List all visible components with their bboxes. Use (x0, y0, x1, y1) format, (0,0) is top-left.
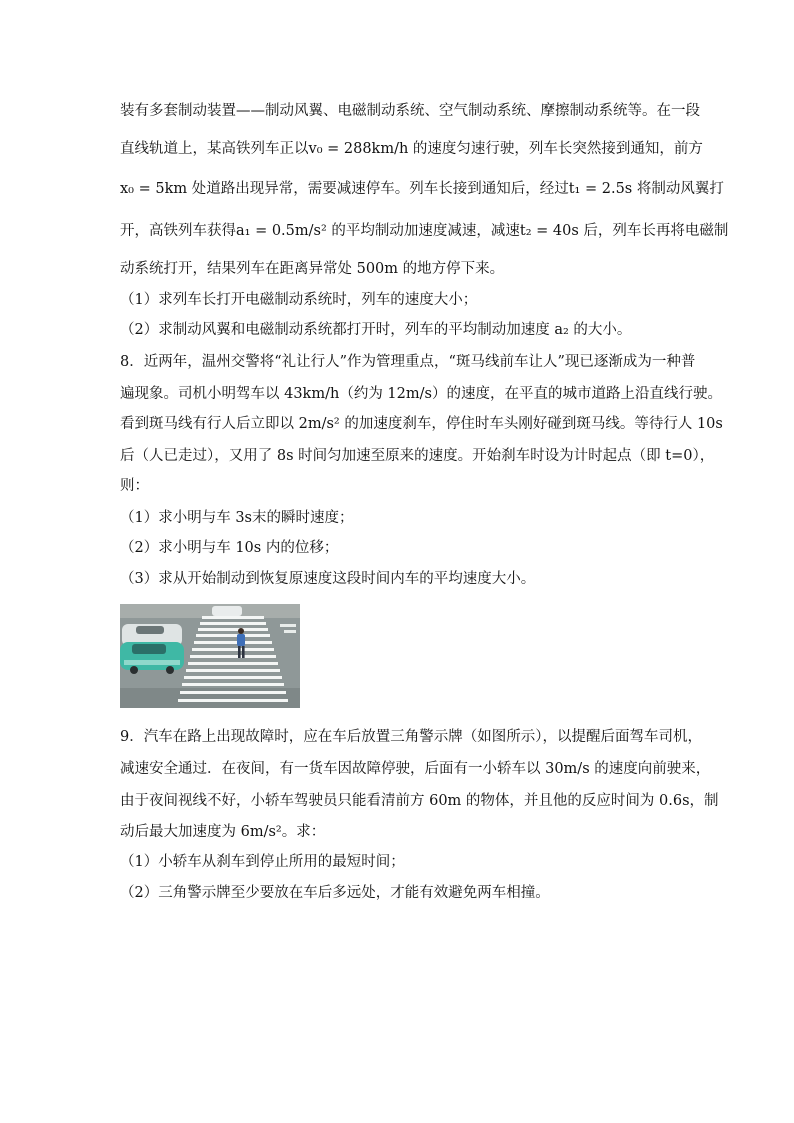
q7-line-1: 装有多套制动装置——制动风翼、电磁制动系统、空气制动系统、摩擦制动系统等。在一段 (120, 103, 700, 119)
q7-line-3: x₀ = 5km 处道路出现异常，需要减速停车。列车长接到通知后，经过t₁ = 2.5s 将制动风翼打 (120, 181, 724, 197)
q9-line-4: 动后最大加速度为 6m/s²。求： (120, 824, 326, 840)
q8-subquestion-2: （2）求小明与车 10s 内的位移； (120, 540, 339, 556)
q7-subquestion-2: （2）求制动风翼和电磁制动系统都打开时，列车的平均制动加速度 a₂ 的大小。 (120, 322, 632, 338)
q8-line-5: 则： (120, 478, 149, 494)
q8-line-1: 8．近两年，温州交警将“礼让行人”作为管理重点，“斑马线前车让人”现已逐渐成为一种普 (120, 354, 696, 370)
q7-line-2: 直线轨道上，某高铁列车正以v₀ = 288km/h 的速度匀速行驶，列车长突然接到通知，前方 (120, 141, 703, 157)
q8-subquestion-3: （3）求从开始制动到恢复原速度这段时间内车的平均速度大小。 (120, 571, 536, 587)
q9-line-3: 由于夜间视线不好，小轿车驾驶员只能看清前方 60m 的物体，并且他的反应时间为 0.6s，制 (120, 793, 719, 809)
q7-line-5: 动系统打开，结果列车在距离异常处 500m 的地方停下来。 (120, 261, 505, 277)
q8-line-3: 看到斑马线有行人后立即以 2m/s² 的加速度刹车，停住时车头刚好碰到斑马线。等待行人 10s (120, 416, 723, 432)
q8-line-2: 遍现象。司机小明驾车以 43km/h（约为 12m/s）的速度，在平直的城市道路上沿直线行驶。 (120, 386, 722, 402)
q9-line-2: 减速安全通过．在夜间，有一货车因故障停驶，后面有一小轿车以 30m/s 的速度向前驶来， (120, 761, 711, 777)
q9-subquestion-2: （2）三角警示牌至少要放在车后多远处，才能有效避免两车相撞。 (120, 885, 550, 901)
q8-line-4: 后（人已走过），又用了 8s 时间匀加速至原来的速度。开始刹车时设为计时起点（即 t=0）， (120, 448, 715, 464)
q7-line-4: 开，高铁列车获得a₁ = 0.5m/s² 的平均制动加速度减速，减速t₂ = 40s 后，列车长再将电磁制 (120, 223, 729, 239)
crosswalk-photo (120, 604, 300, 708)
q8-subquestion-1: （1）求小明与车 3s末的瞬时速度； (120, 510, 354, 526)
q9-subquestion-1: （1）小轿车从刹车到停止所用的最短时间； (120, 854, 405, 870)
crosswalk-illustration (120, 604, 300, 708)
q9-line-1: 9．汽车在路上出现故障时，应在车后放置三角警示牌（如图所示），以提醒后面驾车司机， (120, 729, 702, 745)
q7-subquestion-1: （1）求列车长打开电磁制动系统时，列车的速度大小； (120, 292, 478, 308)
